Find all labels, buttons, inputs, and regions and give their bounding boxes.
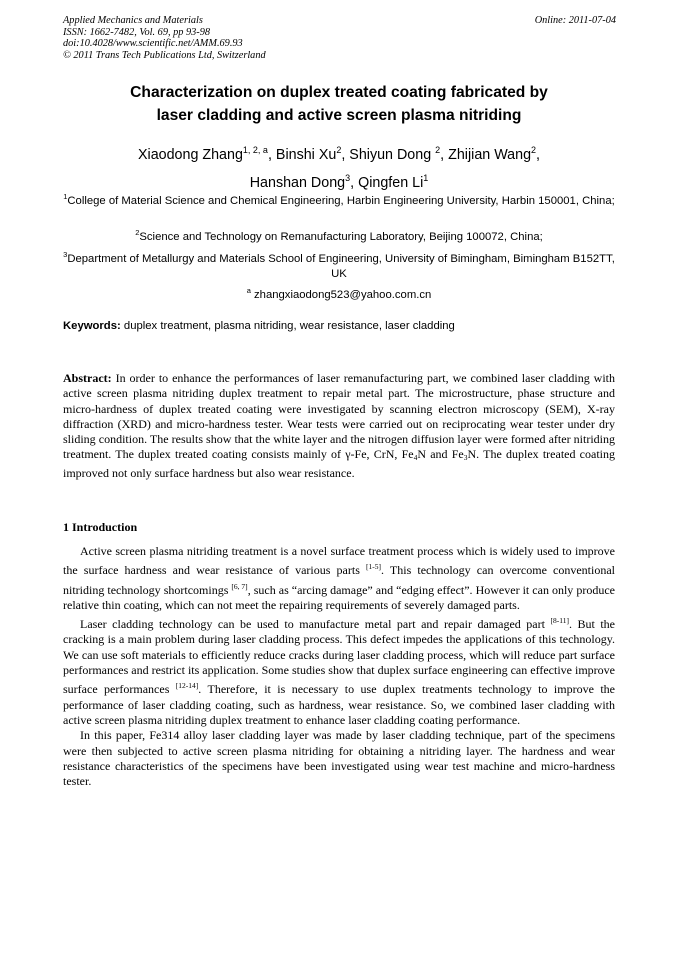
title-line-1: Characterization on duplex treated coating fabricated by <box>130 84 548 101</box>
paragraph-text: Active screen plasma nitriding treatment is a novel surface treatment process which is widely used to improve the surface hardness and wear resistance of various parts <box>63 544 615 578</box>
author-name: Zhijian Wang <box>448 146 532 163</box>
paragraph-text: . But the cracking is a main problem during laser cladding process. This defect impedes the applications of this technology. We can use soft materials to efficiently reduce cracks during laser cladding process, which will reduce part surface performances and restrict its application. Some studies show that duplex surface engineering can effective improve surface performances <box>63 617 615 697</box>
email-sup: a <box>246 286 251 295</box>
author-name: Xiaodong Zhang <box>137 146 243 163</box>
affiliation-1 <box>63 189 615 209</box>
paper-title <box>63 81 615 127</box>
affiliation-text: College of Material Science and Chemical Engineering, Harbin Engineering University, Harbin 150001, China; <box>67 194 615 207</box>
author-affil-sup: 1 <box>423 172 429 183</box>
affiliation-2 <box>63 225 615 245</box>
author-affil-sup: 2 <box>336 145 342 155</box>
paragraph-text: Laser cladding technology can be used to manufacture metal part and repair damaged part <box>80 617 551 632</box>
author-affil-sup: 2 <box>531 145 537 155</box>
affiliation-sup: 1 <box>63 192 68 201</box>
journal-name: Applied Mechanics and Materials <box>63 15 203 26</box>
keywords <box>63 319 615 334</box>
abstract-subscript: 4 <box>413 453 418 463</box>
author-name: Shiyun Dong <box>349 146 432 163</box>
paragraph <box>63 613 615 728</box>
author-name: Qingfen Li <box>358 174 424 191</box>
abstract-subscript: 3 <box>463 453 468 463</box>
affiliation-text: Department of Metallurgy and Materials School of Engineering, University of Bimingham, Bimingham B152TT, UK <box>67 252 615 280</box>
keywords-text: duplex treatment, plasma nitriding, wear resistance, laser cladding <box>123 320 455 332</box>
paragraph <box>63 544 615 613</box>
online-date: Online: 2011-07-04 <box>534 15 616 26</box>
author-line-2: Hanshan Dong$^3$, Qingfen Li$^1$ <box>249 172 429 191</box>
copyright-line: © 2011 Trans Tech Publications Ltd, Switzerland <box>63 49 266 61</box>
journal-header <box>63 15 266 61</box>
keywords-label: Keywords: <box>63 320 121 332</box>
title-line-2: laser cladding and active screen plasma nitriding <box>156 107 522 124</box>
abstract <box>63 371 615 481</box>
author-affil-sup: 3 <box>345 172 351 183</box>
author-list <box>63 139 615 195</box>
citation[interactable]: [12-14] <box>175 681 199 691</box>
abstract-text: N and Fe <box>417 447 464 462</box>
affiliation-sup: 3 <box>63 250 68 259</box>
abstract-text: In order to enhance the performances of laser remanufacturing part, we combined laser cladding with active screen plasma nitriding duplex treatment to repair metal part. The microstructure, phase structure and micro-hardness of duplex treated coating were investigated by scanning electron microscopy (SEM), X-ray diffraction (XRD) and micro-hardness tester. Wear tests were carried out on reciprocating wear tester under dry sliding condition. The results show that the white layer and the nitrogen diffusion layer were formed after nitriding treatment. The duplex treated coating consists mainly of γ-Fe, CrN, Fe <box>63 371 615 462</box>
abstract-label: Abstract: <box>63 371 112 385</box>
paragraph-text: . Therefore, it is necessary to use duplex treatments technology to improve the performance of laser cladding coating, such as hardness, wear resistance. So, we combined laser cladding with active screen plasma nitriding duplex treatment to enhance laser cladding coating performance. <box>63 682 615 727</box>
author-name: Binshi Xu <box>275 146 337 163</box>
issn-line: ISSN: 1662-7482, Vol. 69, pp 93-98 <box>63 26 211 38</box>
paragraph-text: , such as “arcing damage” and “edging effect”. However it can only produce relative thin coating, which can not meet the repairing requirements of severely damaged parts. <box>63 582 615 612</box>
author-name: Hanshan Dong <box>249 174 346 191</box>
abstract-text: N. The duplex treated coating improved not only surface hardness but also wear resistance. <box>63 447 616 480</box>
email-link[interactable]: zhangxiaodong523@yahoo.com.cn <box>254 288 432 301</box>
affiliation-3 <box>63 247 615 282</box>
affiliation-text: Science and Technology on Remanufacturing Laboratory, Beijing 100072, China; <box>139 230 543 243</box>
author-line-1: Xiaodong Zhang$^{1, 2, a}$, Binshi Xu$^2$, Shiyun Dong $^2$, Zhijian Wang$^2$, <box>137 145 541 163</box>
citation[interactable]: [6, 7] <box>231 581 248 591</box>
paragraph-text: . This technology can overcome conventional nitriding technology shortcomings <box>63 563 615 597</box>
section-heading: 1 Introduction <box>63 520 138 534</box>
author-affil-sup: 2 <box>435 145 441 155</box>
doi-link[interactable]: doi:10.4028/www.scientific.net/AMM.69.93 <box>63 38 243 50</box>
citation[interactable]: [8-11] <box>550 616 569 626</box>
affiliation-sup: 2 <box>135 228 140 237</box>
contact-email <box>63 283 615 303</box>
author-affil-sup: 1, 2, a <box>242 145 268 155</box>
citation[interactable]: [1-5] <box>366 562 381 572</box>
paragraph: In this paper, Fe314 alloy laser cladding layer was made by laser cladding technique, part of the specimens were then subjected to active screen plasma nitriding for obtaining a nitriding layer. The hardness and wear resistance characteristics of the specimens have been investigated using wear test machine and micro-hardness tester. <box>63 728 615 789</box>
introduction-body <box>63 544 615 789</box>
